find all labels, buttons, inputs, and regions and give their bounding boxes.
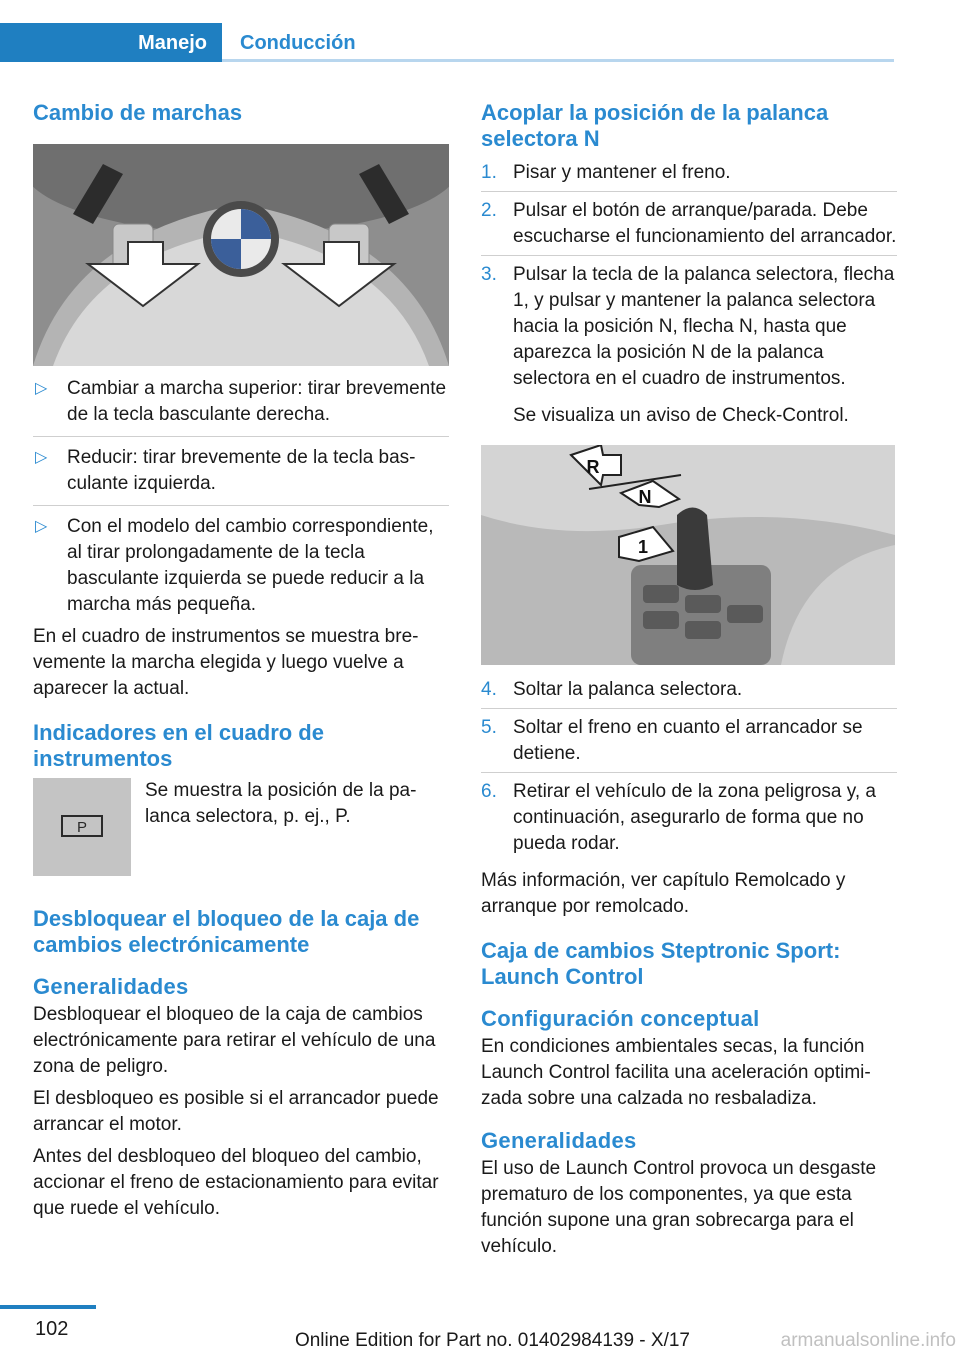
tab-conduccion[interactable]: Conducción (240, 32, 356, 54)
subsection-title-generalidades: Generalidades (481, 1128, 637, 1153)
paragraph: El desbloqueo es posible si el arrancador puede arrancar el motor. (33, 1088, 439, 1135)
step-text: Pisar y mantener el freno. (513, 162, 731, 183)
step-item (481, 779, 897, 862)
right-column (481, 100, 897, 1260)
page-footer (0, 1300, 960, 1362)
step-number: 6. (481, 781, 497, 802)
step-number: 5. (481, 717, 497, 738)
step-item (481, 677, 897, 709)
tab-manejo[interactable] (0, 23, 222, 62)
steering-wheel-illustration (33, 144, 449, 366)
svg-text:R: R (586, 457, 600, 477)
watermark: armanualsonline.info (780, 1330, 956, 1351)
list-item (33, 514, 449, 618)
header-rule (222, 59, 894, 62)
step-number: 3. (481, 264, 497, 285)
step-text: Soltar el freno en cuanto el arrancador se detiene. (513, 717, 863, 764)
list-item-text: Con el modelo del cambio correspondiente, al tirar prolongadamente de la tecla basculante izquierda se puede reducir a la marcha más pequeña. (67, 516, 434, 615)
step-number: 1. (481, 162, 497, 183)
paragraph: Desbloquear el bloqueo de la caja de cambios electrónicamente para retirar el vehículo de una zona de peligro. (33, 1004, 436, 1077)
paragraph: En el cuadro de instrumentos se muestra brevemente la marcha elegida y luego vuelve a aparecer la actual. (33, 626, 419, 699)
section-title-indicadores: Indicadores en el cuadro de instrumentos (33, 720, 324, 771)
step-text: Pulsar el botón de arranque/parada. Debe escucharse el funcionamiento del arrancador. (513, 200, 897, 247)
edition-text: Online Edition for Part no. 01402984139 - X/17 (294, 1330, 690, 1351)
paragraph: En condiciones ambientales secas, la función Launch Control facilita una aceleración optimizada sobre una calzada no resbaladiza. (481, 1036, 871, 1109)
paragraph: Antes del desbloqueo del bloqueo del cambio, accionar el freno de estacionamiento para evitar que ruede el vehículo. (33, 1146, 439, 1219)
paragraph: Más información, ver capítulo Remolcado y arranque por remolcado. (481, 870, 846, 917)
step-item (481, 262, 897, 397)
p-indicator-icon (33, 778, 131, 876)
list-item-text: Cambiar a marcha superior: tirar brevemente de la tecla basculante derecha. (67, 378, 447, 425)
step-item (481, 715, 897, 773)
paragraph: El uso de Launch Control provoca un desgaste prematuro de los componentes, ya que esta función supone una gran sobrecarga para el vehículo. (481, 1158, 877, 1257)
list-item-text: Reducir: tirar brevemente de la tecla basculante izquierda. (67, 447, 416, 494)
step-text: Soltar la palanca selectora. (513, 679, 743, 700)
svg-text:P: P (76, 819, 88, 836)
step-number: 4. (481, 679, 497, 700)
svg-text:1: 1 (637, 537, 649, 557)
triangle-bullet-icon: ▷ (35, 380, 48, 397)
svg-text:N: N (638, 487, 652, 507)
list-item (33, 376, 449, 437)
indicator-block (33, 778, 449, 906)
section-title-launch-control: Caja de cambios Steptronic Sport: Launch Control (481, 938, 841, 989)
gear-indicator-image (33, 778, 131, 876)
tab-manejo-label: Manejo (138, 32, 207, 54)
chapter-header (0, 0, 894, 62)
procedure-steps-a (481, 160, 897, 397)
page-number: 102 (35, 1318, 69, 1340)
step-text: Pulsar la tecla de la palanca selectora, flecha 1, y pulsar y mantener la palanca selectora hacia la posición N, flecha N, hasta que aparezca la posición N de la palanca selectora en el cuadro de instrumentos. (513, 264, 895, 389)
left-column (33, 100, 449, 1222)
subsection-title-generalidades: Generalidades (33, 974, 189, 999)
section-title-acoplar: Acoplar la posición de la palanca selectora N (481, 100, 829, 151)
indicator-description: Se muestra la posición de la palanca selectora, p. ej., P. (145, 780, 417, 827)
footer-bar (0, 1305, 96, 1309)
selector-lever-illustration (481, 445, 895, 665)
subsection-title-configuracion: Configuración conceptual (481, 1006, 760, 1031)
step-item (481, 160, 897, 192)
step-text: Retirar el vehículo de la zona peligrosa y, a continuación, asegurarlo de forma que no pueda rodar. (513, 781, 876, 854)
step-item (481, 198, 897, 256)
steering-wheel-image (33, 144, 449, 366)
triangle-bullet-icon: ▷ (35, 449, 48, 466)
section-title-cambio: Cambio de marchas (33, 100, 243, 125)
step-note: Se visualiza un aviso de Check-Control. (513, 405, 849, 426)
gear-change-list (33, 376, 449, 618)
section-title-desbloquear: Desbloquear el bloqueo de la caja de cambios electrónicamente (33, 906, 420, 957)
procedure-steps-b (481, 677, 897, 862)
list-item (33, 445, 449, 506)
selector-lever-image (481, 445, 895, 665)
triangle-bullet-icon: ▷ (35, 518, 48, 535)
step-number: 2. (481, 200, 497, 221)
